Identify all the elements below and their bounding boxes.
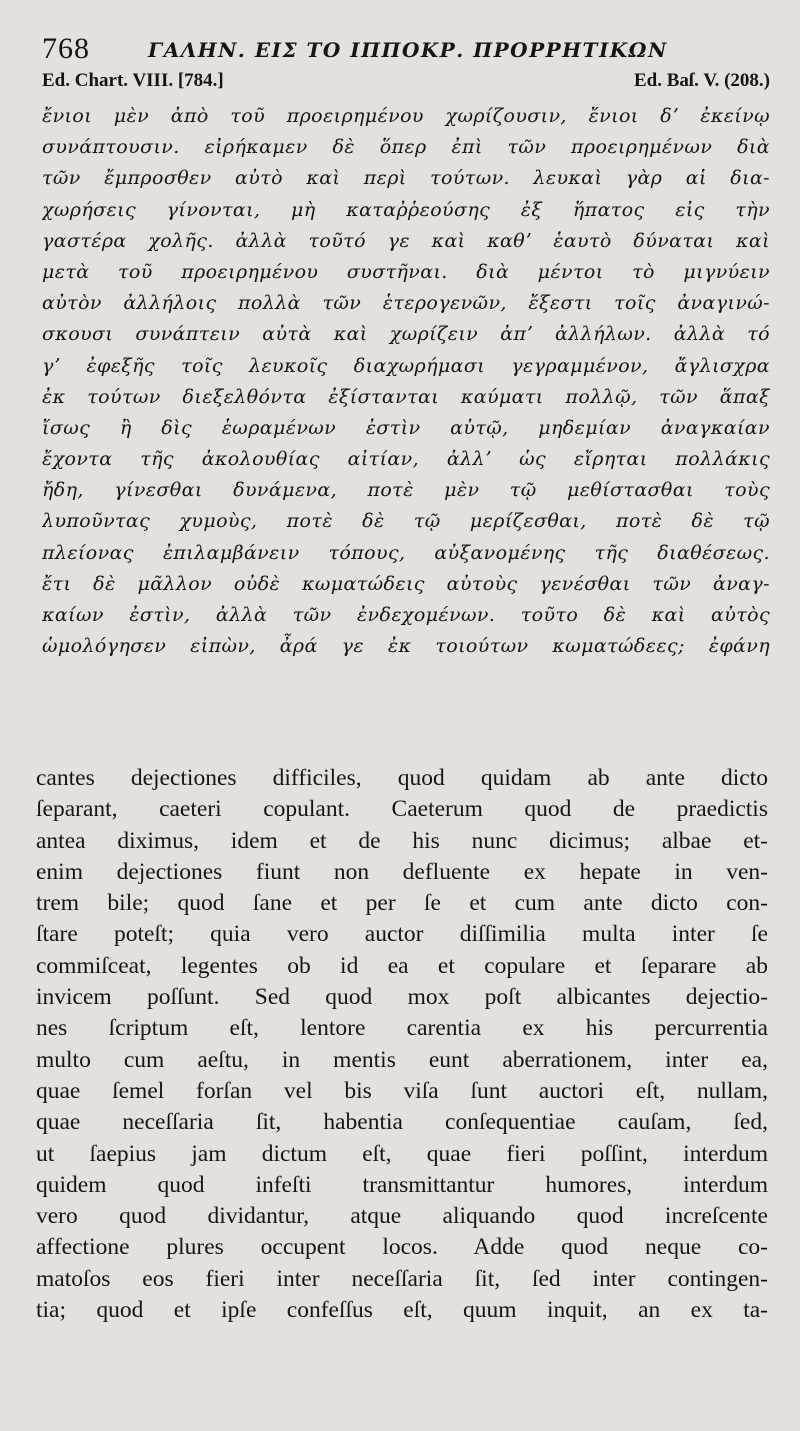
- greek-line: ἴσως ἢ δὶς ἑωραμένων ἐστὶν αὐτῷ, μηδεμίαν ἀναγκαίαν: [42, 416, 770, 439]
- running-head: [42, 28, 770, 68]
- greek-line: συνάπτουσιν. εἰρήκαμεν δὲ ὅπερ ἐπὶ τῶν προειρημένων διὰ: [42, 136, 770, 159]
- greek-line: πλείονας ἐπιλαμβάνειν τόπους, αὐξανομένης τῆς διαθέσεως.: [42, 541, 770, 564]
- greek-line: σκουσι συνάπτειν αὐτὰ καὶ χωρίζειν ἀπʼ ἀλλήλων. ἀλλὰ τό: [42, 323, 770, 346]
- latin-line: quae ſemel forſan vel bis viſa ſunt auctori eſt, nullam,: [36, 1077, 768, 1104]
- greek-line: γαστέρα χολῆς. ἀλλὰ τοῦτό γε καὶ καθʼ ἑαυτὸ δύναται καὶ: [42, 229, 770, 252]
- latin-line: affectione plures occupent locos. Adde quod neque co-: [36, 1234, 768, 1261]
- latin-line: ut ſaepius jam dictum eſt, quae fieri poſſint, interdum: [36, 1140, 768, 1167]
- greek-line: καίων ἐστὶν, ἀλλὰ τῶν ἐνδεχομένων. τοῦτο δὲ καὶ αὐτὸς: [42, 604, 770, 626]
- greek-line: γʼ ἐφεξῆς τοῖς λευκοῖς διαχωρήμασι γεγραμμένον, ἄγλισχρα: [42, 354, 770, 377]
- latin-line: ſtare poteſt; quia vero auctor diſſimilia multa inter ſe: [36, 921, 768, 948]
- page-number: 768: [42, 32, 90, 65]
- latin-text-block: [36, 763, 768, 1326]
- greek-line: χωρήσεις γίνονται, μὴ καταῤῥεούσης ἐξ ἥπατος εἰς τὴν: [42, 198, 770, 221]
- latin-line: quae neceſſaria ſit, habentia conſequentiae cauſam, ſed,: [36, 1109, 768, 1136]
- latin-line: tia; quod et ipſe confeſſus eſt, quum inquit, an ex ta-: [36, 1297, 768, 1324]
- latin-line: trem bile; quod ſane et per ſe et cum ante dicto con-: [36, 890, 768, 917]
- latin-line: quidem quod infeſti transmittantur humores, interdum: [36, 1171, 768, 1198]
- edition-reference-left: Ed. Chart. VIII. [784.]: [42, 70, 224, 91]
- greek-text-block: [42, 101, 770, 662]
- latin-line: vero quod dividantur, atque aliquando quod increſcente: [36, 1203, 768, 1230]
- greek-line: ἔτι δὲ μᾶλλον οὐδὲ κωματώδεις αὐτοὺς γενέσθαι τῶν ἀναγ-: [42, 572, 770, 595]
- latin-line: antea diximus, idem et de his nunc dicimus; albae et-: [36, 827, 768, 854]
- latin-line: nes ſcriptum eſt, lentore carentia ex his percurrentia: [36, 1015, 768, 1042]
- greek-line: τῶν ἔμπροσθεν αὐτὸ καὶ περὶ τούτων. λευκαὶ γὰρ αἱ δια-: [42, 167, 770, 190]
- latin-line: ſeparant, caeteri copulant. Caeterum quod de praedictis: [36, 796, 768, 823]
- latin-line: enim dejectiones fiunt non defluente ex hepate in ven-: [36, 858, 768, 885]
- running-title: ΓΑΛΗΝ. ΕΙΣ ΤΟ ΙΠΠΟΚΡ. ΠΡΟΡΡΗΤΙΚΩΝ: [148, 38, 668, 62]
- latin-line: matoſos eos fieri inter neceſſaria ſit, ſed inter contingen-: [36, 1265, 768, 1292]
- greek-line: ἐκ τούτων διεξελθόντα ἐξίστανται καύματι πολλῷ, τῶν ἅπαξ: [42, 385, 770, 408]
- latin-line: cantes dejectiones difficiles, quod quidam ab ante dicto: [36, 765, 768, 791]
- greek-line: ἔνιοι μὲν ἀπὸ τοῦ προειρημένου χωρίζουσιν, ἔνιοι δʼ ἐκείνῳ: [42, 105, 770, 127]
- edition-reference-line: [42, 70, 770, 98]
- latin-line: invicem poſſunt. Sed quod mox poſt albicantes dejectio-: [36, 984, 768, 1011]
- greek-line: αὐτὸν ἀλλήλοις πολλὰ τῶν ἑτερογενῶν, ἔξεστι τοῖς ἀναγινώ-: [42, 292, 770, 315]
- greek-line: λυποῦντας χυμοὺς, ποτὲ δὲ τῷ μερίζεσθαι, ποτὲ δὲ τῷ: [42, 510, 770, 533]
- greek-line: ὡμολόγησεν εἰπὼν, ἆρά γε ἐκ τοιούτων κωματώδεες; ἐφάνη: [42, 635, 770, 658]
- greek-line: μετὰ τοῦ προειρημένου συστῆναι. διὰ μέντοι τὸ μιγνύειν: [42, 260, 770, 283]
- latin-line: commiſceat, legentes ob id ea et copulare et ſeparare ab: [36, 952, 768, 979]
- edition-reference-right: Ed. Baſ. V. (208.): [633, 70, 770, 91]
- greek-line: ἤδη, γίνεσθαι δυνάμενα, ποτὲ μὲν τῷ μεθίστασθαι τοὺς: [42, 479, 770, 502]
- latin-line: multo cum aeſtu, in mentis eunt aberrationem, inter ea,: [36, 1046, 768, 1073]
- greek-line: ἔχοντα τῆς ἀκολουθίας αἰτίαν, ἀλλʼ ὡς εἴρηται πολλάκις: [42, 448, 770, 471]
